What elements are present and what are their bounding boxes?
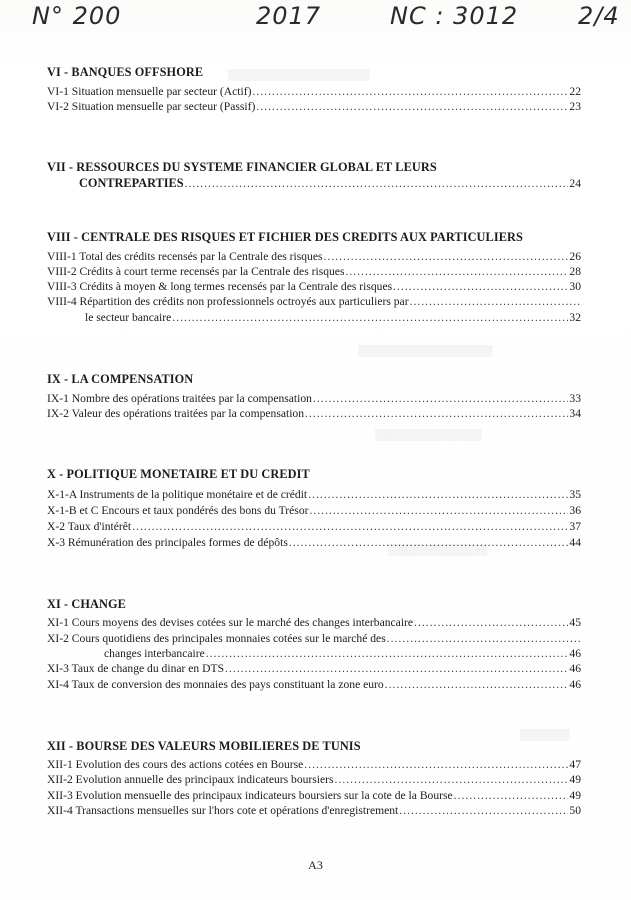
toc-entry-page: 46 [569, 678, 581, 691]
section-title: VIII - CENTRALE DES RISQUES ET FICHIER DES CREDITS AUX PARTICULIERS [47, 230, 523, 244]
bleed-through-text: ▒▒▒▒▒▒▒ [520, 730, 570, 741]
toc-entry[interactable] [47, 280, 581, 294]
toc-entry[interactable] [47, 520, 581, 534]
toc-entry-label: X-1-A Instruments de la politique monétaire et de crédit [47, 488, 308, 501]
toc-entry-label-continued: changes interbancaire [104, 647, 205, 660]
handwritten-sheet: 2/4 [578, 2, 620, 30]
toc-entry-label: VIII-2 Crédits à court terme recensés par la Centrale des risques [47, 265, 345, 278]
toc-entry-label: IX-2 Valeur des opérations traitées par la compensation [47, 407, 305, 420]
toc-entry[interactable] [47, 85, 581, 99]
toc-entry[interactable] [47, 773, 581, 787]
toc-entry-page: 37 [569, 520, 581, 533]
toc-entry[interactable] [47, 536, 581, 550]
toc-entry-label: XII-2 Evolution annuelle des principaux indicateurs boursiers [47, 773, 334, 786]
page-footer: A3 [308, 858, 323, 872]
toc-entry[interactable] [47, 678, 581, 692]
toc-entry-label: XI-2 Cours quotidiens des principales monnaies cotées sur le marché des [47, 632, 386, 645]
toc-entry-label: X-2 Taux d'intérêt [47, 520, 132, 533]
toc-entry-label: IX-1 Nombre des opérations traitées par la compensation [47, 392, 312, 405]
toc-entry-page: 23 [569, 100, 581, 113]
toc-entry-page: 49 [569, 789, 581, 802]
toc-entry-page: 34 [569, 407, 581, 420]
toc-entry-page: 26 [569, 250, 581, 263]
toc-entry-page: 49 [569, 773, 581, 786]
toc-entry[interactable] [47, 407, 581, 421]
toc-entry-page: 32 [569, 311, 581, 324]
toc-entry-continued[interactable] [85, 311, 581, 325]
bleed-through-text: ▒▒▒▒▒▒▒▒▒▒▒▒▒▒▒▒▒▒▒ [358, 346, 493, 357]
section-title-continued: CONTREPARTIES [79, 176, 184, 190]
toc-entry-page: 30 [569, 280, 581, 293]
toc-entry[interactable] [47, 662, 581, 676]
section-title: XII - BOURSE DES VALEURS MOBILIERES DE TUNIS [47, 739, 361, 753]
toc-entry-page: 24 [569, 177, 581, 190]
toc-entry-page: 46 [569, 647, 581, 660]
bleed-through-text: ▒▒▒▒▒▒▒▒▒▒▒▒▒▒▒ [375, 430, 482, 441]
toc-entry[interactable] [47, 250, 581, 264]
section-title: VI - BANQUES OFFSHORE [47, 65, 204, 79]
section-title: IX - LA COMPENSATION [47, 372, 194, 386]
toc-entry[interactable] [47, 488, 581, 502]
handwritten-code: NC : 3012 [390, 2, 519, 30]
toc-entry[interactable] [47, 804, 581, 818]
toc-entry-label: VI-2 Situation mensuelle par secteur (Passif) [47, 100, 256, 113]
toc-entry[interactable] [47, 789, 581, 803]
toc-entry-page: 44 [569, 536, 581, 549]
bleed-through-text: ▒▒▒▒▒▒▒▒▒▒▒▒▒▒ [388, 545, 488, 556]
toc-entry-label: X-1-B et C Encours et taux pondérés des bons du Trésor [47, 504, 309, 517]
toc-entry-page: 22 [569, 85, 581, 98]
toc-entry-page: 50 [569, 804, 581, 817]
toc-entry[interactable] [47, 265, 581, 279]
toc-entry[interactable] [79, 176, 581, 191]
toc-entry-label-continued: le secteur bancaire [85, 311, 172, 324]
toc-entry-label: X-3 Rémunération des principales formes de dépôts [47, 536, 288, 549]
toc-entry-continued[interactable] [104, 647, 581, 661]
toc-entry-page: 28 [569, 265, 581, 278]
toc-entry-label: XI-1 Cours moyens des devises cotées sur le marché des changes interbancaire [47, 616, 414, 629]
toc-entry-label: VIII-3 Crédits à moyen & long termes recensés par la Centrale des risques [47, 280, 393, 293]
section-title: X - POLITIQUE MONETAIRE ET DU CREDIT [47, 467, 310, 481]
toc-entry-label: VIII-1 Total des crédits recensés par la Centrale des risques [47, 250, 323, 263]
toc-entry[interactable] [47, 632, 581, 646]
toc-entry-label: VIII-4 Répartition des crédits non professionnels octroyés aux particuliers par [47, 295, 409, 308]
toc-entry-page: 45 [569, 616, 581, 629]
toc-entry-page: 35 [569, 488, 581, 501]
toc-entry-page: 36 [569, 504, 581, 517]
handwritten-year: 2017 [256, 2, 322, 30]
toc-entry-label: XI-4 Taux de conversion des monnaies des pays constituant la zone euro [47, 678, 384, 691]
toc-entry[interactable] [47, 504, 581, 518]
toc-entry-page: 47 [569, 758, 581, 771]
section-title: XI - CHANGE [47, 597, 126, 611]
toc-entry[interactable] [47, 100, 581, 114]
toc-entry-label: XII-1 Evolution des cours des actions cotées en Bourse [47, 758, 304, 771]
toc-entry-label: XII-3 Evolution mensuelle des principaux indicateurs boursiers sur la cote de la Bourse [47, 789, 453, 802]
toc-entry-page: 33 [569, 392, 581, 405]
toc-entry-label: VI-1 Situation mensuelle par secteur (Actif) [47, 85, 252, 98]
toc-entry[interactable] [47, 616, 581, 630]
handwritten-number: N° 200 [32, 2, 122, 30]
toc-entry[interactable] [47, 392, 581, 406]
toc-entry[interactable] [47, 295, 581, 309]
section-title: VII - RESSOURCES DU SYSTEME FINANCIER GLOBAL ET LEURS [47, 160, 437, 174]
bleed-through-text: ▒▒▒▒▒▒▒▒▒▒▒▒▒▒▒▒▒▒▒▒ [228, 70, 370, 81]
toc-entry[interactable] [47, 758, 581, 772]
toc-entry-label: XI-3 Taux de change du dinar en DTS [47, 662, 225, 675]
toc-entry-page: 46 [569, 662, 581, 675]
toc-entry-label: XII-4 Transactions mensuelles sur l'hors cote et opérations d'enregistrement [47, 804, 399, 817]
